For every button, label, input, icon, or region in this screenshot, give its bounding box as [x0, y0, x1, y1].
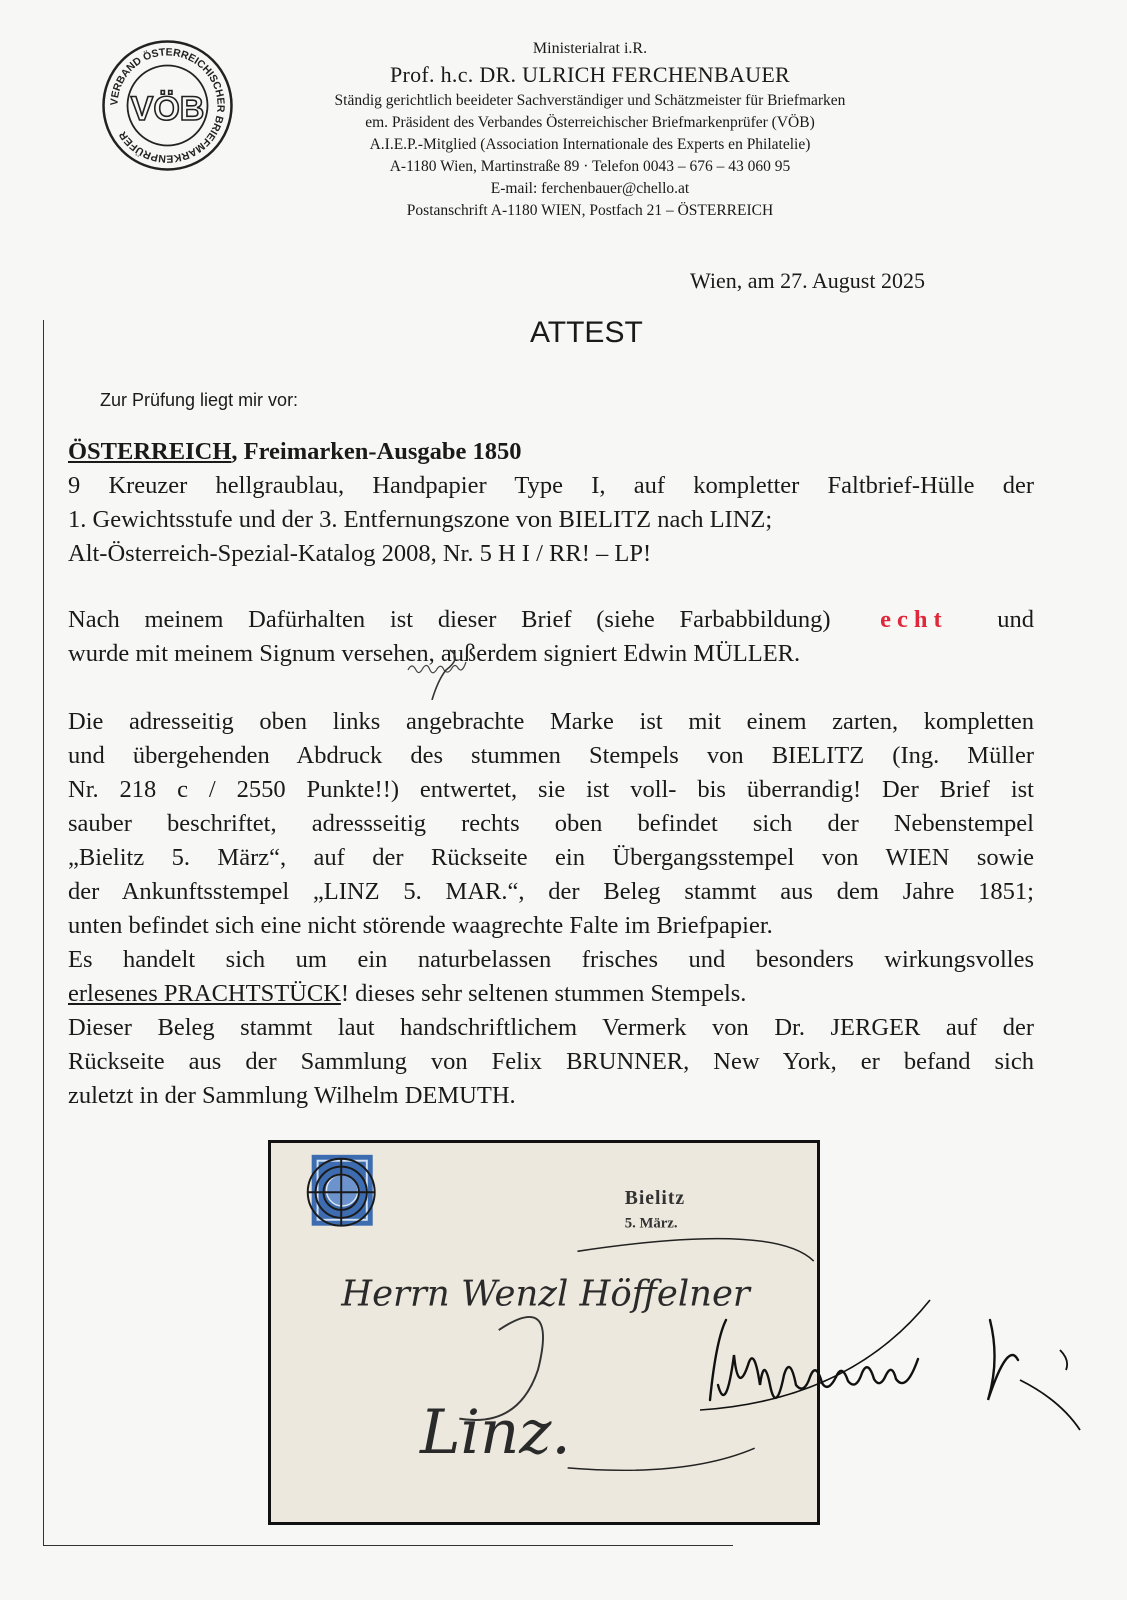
letterhead-name: Prof. h.c. DR. ULRICH FERCHENBAUER [389, 62, 791, 87]
item-line-3: Alt-Österreich-Spezial-Katalog 2008, Nr. 5 H I / RR! – LP! [68, 540, 652, 567]
bielitz-postmark-line1: Bielitz [624, 1187, 686, 1210]
frame-line-horizontal [43, 1545, 733, 1546]
desc-line-6: der Ankunftsstempel „LINZ 5. MAR.“, der Beleg stammt aus dem Jahre 1851; [68, 878, 1034, 905]
address-handwriting-1: Herrn Wenzl Höffelner [341, 1273, 750, 1315]
mute-cancel-postmark [308, 1159, 375, 1226]
signum-initials [400, 640, 475, 700]
item-country: ÖSTERREICH [68, 438, 232, 465]
letterhead-line-7: E-mail: ferchenbauer@chello.at [490, 180, 690, 197]
desc-line-5: „Bielitz 5. März“, auf der Rückseite ein Übergangsstempel von WIEN sowie [68, 844, 1034, 871]
opinion-line-2: wurde mit meinem Signum versehen, außerdem signiert Edwin MÜLLER. [68, 640, 801, 667]
desc-line-7: unten befindet sich eine nicht störende waagrechte Falte im Briefpapier. [68, 912, 773, 939]
provenance-line-3: zuletzt in der Sammlung Wilhelm DEMUTH. [68, 1082, 516, 1109]
frame-line-vertical [43, 320, 44, 1545]
letterhead-line-1: Ministerialrat i.R. [532, 40, 648, 57]
intro-text: Zur Prüfung liegt mir vor: [100, 390, 299, 410]
item-line-1: 9 Kreuzer hellgraublau, Handpapier Type I, auf kompletter Faltbrief-Hülle der [68, 472, 1034, 499]
desc-line-4: sauber beschriftet, adressseitig rechts oben befindet sich der Nebenstempel [68, 810, 1034, 837]
desc-line-2: und übergehenden Abdruck des stummen Stempels von BIELITZ (Ing. Müller [68, 742, 1034, 769]
opinion-text-b: und [997, 606, 1035, 633]
prachtstueck-rest: ! dieses sehr seltenen stummen Stempels. [340, 980, 747, 1007]
document-date: Wien, am 27. August 2025 [690, 268, 925, 293]
address-handwriting-2: Linz. [419, 1397, 571, 1469]
bielitz-postmark-line2: 5. März. [624, 1215, 678, 1232]
voeb-seal-logo [100, 38, 235, 173]
opinion-text-a: Nach meinem Dafürhalten ist dieser Brief (siehe Farbabbildung) [68, 606, 831, 633]
item-line-2: 1. Gewichtsstufe und der 3. Entfernungszone von BIELITZ nach LINZ; [68, 506, 773, 533]
seal-ring-text: VERBAND ÖSTERREICHISCHER BRIEFMARKENPRÜFER [108, 46, 227, 165]
desc-line-3: Nr. 218 c / 2550 Punkte!!) entwertet, sie ist voll- bis überrandig! Der Brief ist [68, 776, 1034, 803]
letterhead [250, 38, 930, 222]
provenance-line-2: Rückseite aus der Sammlung von Felix BRUNNER, New York, er befand sich [68, 1048, 1034, 1075]
letterhead-line-8: Postanschrift A-1180 WIEN, Postfach 21 – ÖSTERREICH [406, 202, 774, 219]
desc-line-8: Es handelt sich um ein naturbelassen frisches und besonders wirkungsvolles [68, 946, 1034, 973]
echt-verdict: echt [880, 606, 948, 633]
seal-center-text: VÖB [130, 90, 205, 128]
item-block [68, 435, 1034, 571]
expert-signature [690, 1290, 1110, 1460]
letterhead-line-3: Ständig gerichtlich beeideter Sachverständiger und Schätzmeister für Briefmarken [334, 92, 846, 109]
letterhead-line-5: A.I.E.P.-Mitglied (Association Internationale des Experts en Philatelie) [369, 136, 811, 153]
prachtstueck: erlesenes PRACHTSTÜCK [68, 980, 341, 1007]
desc-line-1: Die adresseitig oben links angebrachte Marke ist mit einem zarten, kompletten [68, 708, 1034, 735]
item-issue: , Freimarken-Ausgabe 1850 [231, 438, 522, 465]
description-block [68, 705, 1034, 1113]
letterhead-line-6: A-1180 Wien, Martinstraße 89 · Telefon 0043 – 676 – 43 060 95 [389, 158, 791, 175]
provenance-line-1: Dieser Beleg stammt laut handschriftlichem Vermerk von Dr. JERGER auf der [68, 1014, 1034, 1041]
opinion-block [68, 603, 1034, 671]
document-title: ATTEST [530, 316, 643, 349]
letterhead-line-4: em. Präsident des Verbandes Österreichischer Briefmarkenprüfer (VÖB) [365, 114, 815, 131]
